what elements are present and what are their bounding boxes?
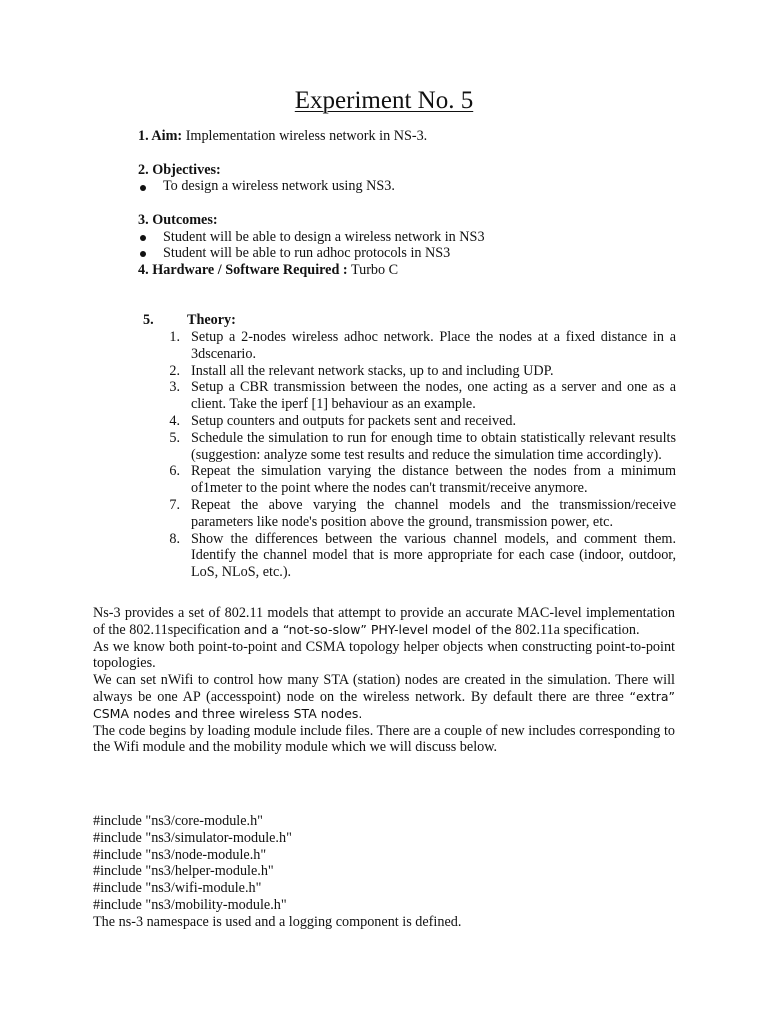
objectives-heading: 2. Objectives:: [138, 162, 221, 178]
list-item: [160, 463, 676, 497]
list-text: Show the differences between the various channel models, and comment them. Identify the channel model that is more appropriate for each case (indoor, outdoor, LoS, NLoS, etc.).: [191, 530, 676, 581]
bullet-icon: [140, 185, 146, 191]
list-item: [160, 379, 676, 413]
include-line: #include "ns3/helper-module.h": [93, 863, 274, 880]
paragraph-text: Ns-3 provides a set of 802.11 models that attempt to provide an accurate MAC-level implementation of the 802.11specification: [93, 605, 675, 638]
theory-number: 5.: [143, 312, 154, 328]
list-text: Setup counters and outputs for packets sent and received.: [191, 412, 517, 429]
list-item: [160, 430, 676, 464]
list-item: [160, 413, 676, 430]
include-list: [93, 813, 675, 931]
list-number: 7.: [169, 496, 180, 513]
list-number: 1.: [169, 329, 180, 345]
list-number: 3.: [169, 379, 180, 396]
list-number: 4.: [169, 412, 180, 429]
list-text: Install all the relevant network stacks, up to and including UDP.: [191, 362, 554, 379]
objective-item: To design a wireless network using NS3.: [163, 178, 395, 194]
paragraph-text: We can set nWifi to control how many STA (station) nodes are created in the simulation. There will always be one AP (accesspoint) node on the wireless network. By default there are three: [93, 672, 675, 705]
include-line: #include "ns3/node-module.h": [93, 846, 267, 863]
bullet-icon: [140, 235, 146, 241]
list-number: 2.: [169, 362, 180, 379]
list-text: Setup a 2-nodes wireless adhoc network. Place the nodes at a fixed distance in a 3dscenario.: [191, 329, 676, 362]
paragraph: [93, 672, 675, 722]
list-item: [160, 497, 676, 531]
hardware-label: 4. Hardware / Software Required :: [138, 262, 348, 278]
list-number: 6.: [169, 463, 180, 480]
theory-list: [160, 329, 676, 581]
include-line: #include "ns3/simulator-module.h": [93, 829, 292, 846]
bullet-icon: [140, 251, 146, 257]
body-text: [93, 605, 675, 756]
list-text: Repeat the simulation varying the distance between the nodes from a minimum of1meter to the point where the nodes can't transmit/receive anymore.: [191, 463, 676, 497]
list-text: Setup a CBR transmission between the nodes, one acting as a server and one as a client. Take the iperf [1] behaviour as an example.: [191, 379, 676, 413]
page-title: Experiment No. 5: [294, 87, 474, 114]
aim-label: 1. Aim:: [138, 128, 183, 144]
outcomes-heading: 3. Outcomes:: [138, 212, 218, 228]
paragraph-text: 802.11a specification.: [515, 621, 640, 638]
paragraph: [93, 605, 675, 639]
paragraph: The code begins by loading module include files. There are a couple of new includes corresponding to the Wifi module and the mobility module which we will discuss below.: [93, 722, 675, 756]
list-item: [160, 363, 676, 380]
aim-text: Implementation wireless network in NS-3.: [185, 128, 428, 144]
outcome-item: Student will be able to run adhoc protocols in NS3: [163, 245, 451, 261]
list-item: [160, 329, 676, 363]
list-text: Schedule the simulation to run for enough time to obtain statistically relevant results (suggestion: analyze some test results and reduce the simulation time accordingly).: [191, 429, 676, 463]
include-line: #include "ns3/wifi-module.h": [93, 880, 262, 897]
aim-line: [138, 128, 427, 145]
include-line: #include "ns3/mobility-module.h": [93, 896, 287, 913]
closing-line: The ns-3 namespace is used and a logging component is defined.: [93, 913, 462, 930]
include-line: #include "ns3/core-module.h": [93, 813, 263, 829]
list-item: [160, 531, 676, 581]
hardware-text: Turbo C: [350, 262, 399, 278]
outcome-item: Student will be able to design a wireless network in NS3: [163, 229, 485, 245]
list-number: 5.: [169, 429, 180, 446]
theory-heading: Theory:: [187, 312, 236, 328]
paragraph-text-sans: “extra” CSMA nodes and three wireless STA nodes.: [93, 688, 676, 721]
list-number: 8.: [169, 530, 180, 547]
list-text: Repeat the above varying the channel models and the transmission/receive parameters like node's position above the ground, transmission power, etc.: [191, 496, 676, 530]
hardware-line: [138, 262, 398, 279]
paragraph-text-sans: and a “not-so-slow” PHY-level model of the: [243, 621, 512, 637]
paragraph: As we know both point-to-point and CSMA topology helper objects when constructing point-to-point topologies.: [93, 638, 675, 672]
